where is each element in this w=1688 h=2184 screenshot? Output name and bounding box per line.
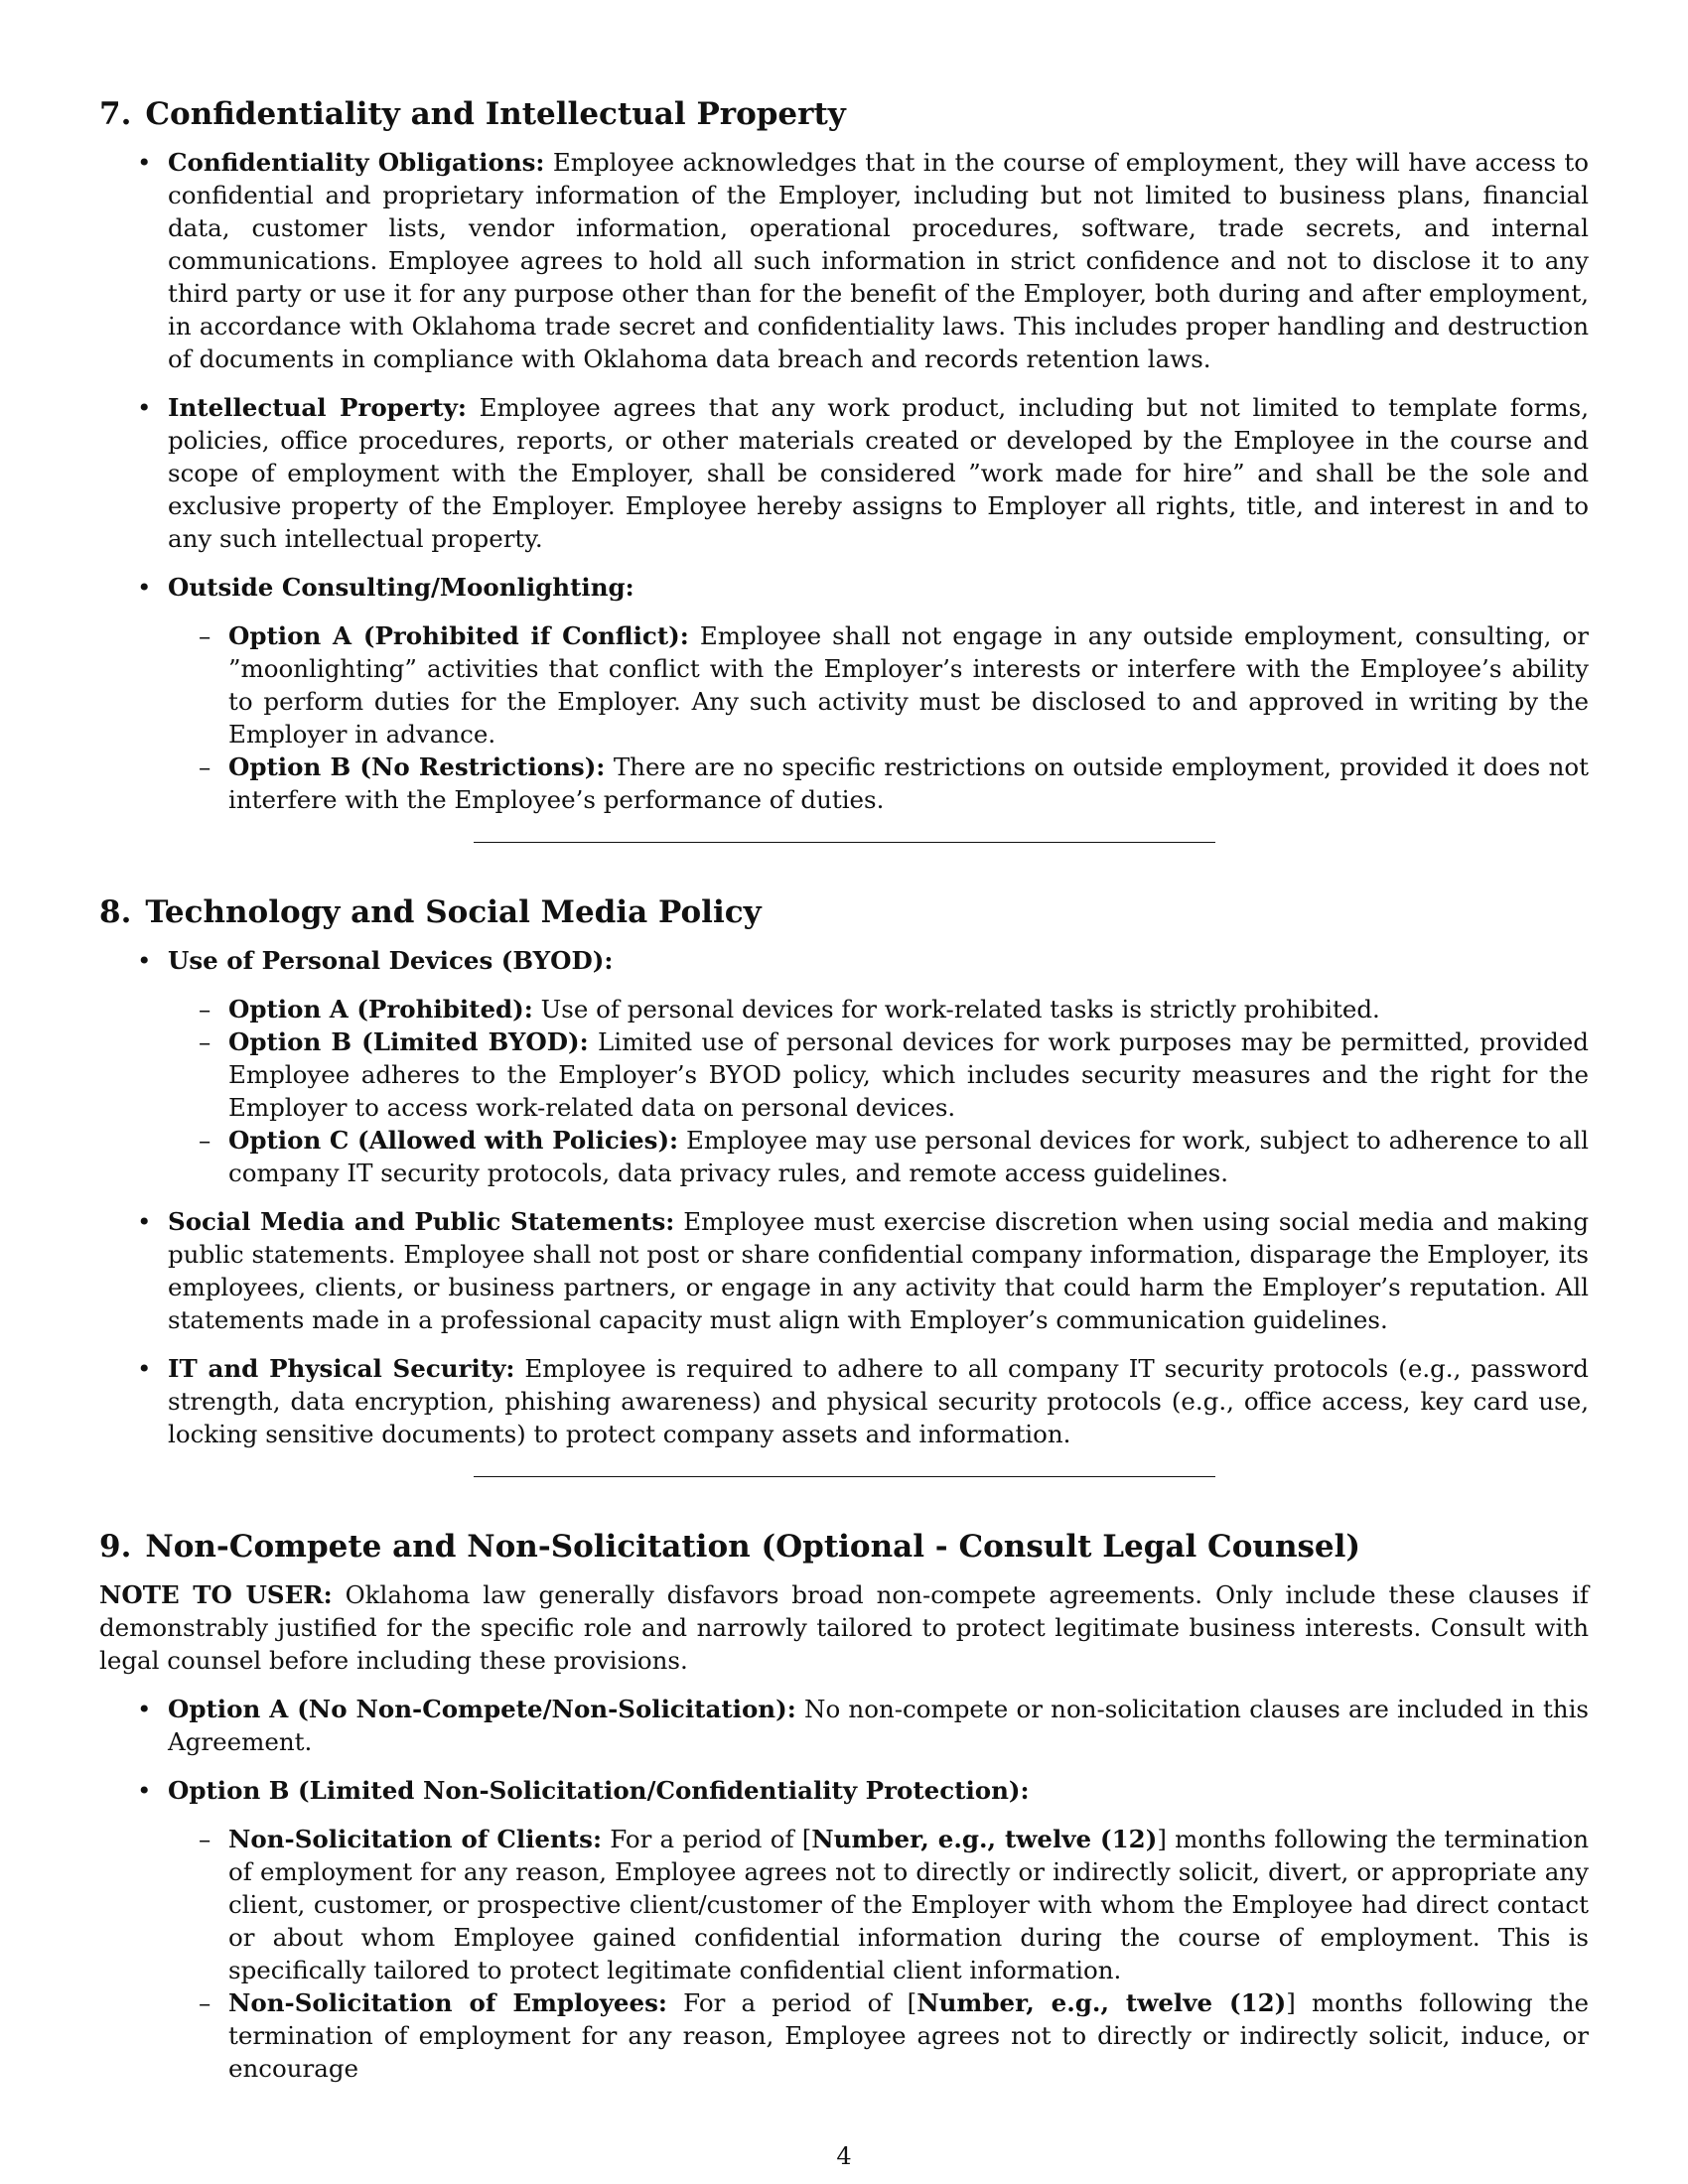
item-label: Use of Personal Devices (BYOD): (168, 946, 614, 975)
list-item (99, 1774, 1589, 2085)
section-heading (99, 94, 1589, 134)
option-label: Option B (Limited BYOD): (228, 1027, 589, 1056)
document-page (99, 94, 1589, 2101)
option-text: Employee shall not engage in any outside employment, consulting, or ”moonlighting” activities that conflict with the Employer’s interests or interfere with the Employee’s ability to perform duties for the Employer. Any such activity must be disclosed to and approved in writing by the Employer in advance. (228, 621, 1589, 749)
section-number: 8. (99, 894, 132, 930)
list-item (99, 391, 1589, 555)
option-label: Option B (No Restrictions): (228, 752, 606, 781)
item-text: Employee is required to adhere to all company IT security protocols (e.g., password strength, data encryption, phishing awareness) and physical security protocols (e.g., office access, key card use, locking sensitive documents) to protect company assets and information. (168, 1354, 1589, 1448)
note-label: NOTE TO USER: (99, 1580, 333, 1609)
section-title: Technology and Social Media Policy (145, 894, 762, 930)
section-heading (99, 1527, 1589, 1567)
option-item (168, 1823, 1589, 1986)
list-item (99, 944, 1589, 1189)
item-label: Option A (No Non-Compete/Non-Solicitation): (168, 1695, 796, 1723)
option-text: Use of personal devices for work-related tasks is strictly prohibited. (540, 995, 1380, 1024)
item-text: No non-compete or non-solicitation clauses are included in this Agreement. (168, 1695, 1589, 1756)
item-label: Option B (Limited Non-Solicitation/Confidentiality Protection): (168, 1776, 1030, 1805)
list-item (99, 1352, 1589, 1450)
item-text: Employee must exercise discretion when using social media and making public statements. Employee shall not post or share confidential company information, disparage the Employer, its employees, clients, or business partners, or engage in any activity that could harm the Employer’s reputation. All statements made in a professional capacity must align with Employer’s communication guidelines. (168, 1207, 1589, 1334)
section-title: Confidentiality and Intellectual Property (145, 96, 846, 132)
option-label: Non-Solicitation of Clients: (228, 1825, 602, 1853)
option-label: Option A (Prohibited if Conflict): (228, 621, 689, 650)
option-item (168, 1025, 1589, 1124)
item-label: Social Media and Public Statements: (168, 1207, 675, 1236)
option-label: Option A (Prohibited): (228, 995, 533, 1024)
placeholder-field: Number, e.g., twelve (12) (916, 1988, 1287, 2017)
option-text: Limited use of personal devices for work purposes may be permitted, provided Employee adheres to the Employer’s BYOD policy, which includes security measures and the right for the Employer to access work-related data on personal devices. (228, 1027, 1589, 1122)
option-item (168, 1986, 1589, 2085)
section-number: 7. (99, 96, 132, 132)
list-item (99, 1693, 1589, 1758)
option-text: ] months following the termination of employment for any reason, Employee agrees not to directly or indirectly solicit, divert, or appropriate any client, customer, or prospective client/customer of the Employer with whom the Employee had direct contact or about whom Employee gained confidential information during the course of employment. This is specifically tailored to protect legitimate confidential client information. (228, 1825, 1589, 1984)
option-list (168, 1823, 1589, 2085)
option-text-pre: For a period of [ (683, 1988, 917, 2017)
option-text: ] months following the termination of employment for any reason, Employee agrees not to directly or indirectly solicit, induce, or encourage (228, 1988, 1589, 2083)
bullet-list (99, 1693, 1589, 2085)
bullet-list (99, 944, 1589, 1450)
option-item (168, 1124, 1589, 1189)
option-label: Non-Solicitation of Employees: (228, 1988, 667, 2017)
item-text: Employee agrees that any work product, including but not limited to template forms, policies, office procedures, reports, or other materials created or developed by the Employee in the course and scope of employment with the Employer, shall be considered ”work made for hire” and shall be the sole and exclusive property of the Employer. Employee hereby assigns to Employer all rights, title, and interest in and to any such intellectual property. (168, 393, 1589, 553)
section-number: 9. (99, 1529, 132, 1565)
item-label: IT and Physical Security: (168, 1354, 515, 1383)
page-number: 4 (836, 2142, 852, 2170)
option-text: There are no specific restrictions on outside employment, provided it does not interfere with the Employee’s performance of duties. (228, 752, 1589, 814)
note-text: Oklahoma law generally disfavors broad non-compete agreements. Only include these clauses if demonstrably justified for the specific role and narrowly tailored to protect legitimate business interests. Consult with legal counsel before including these provisions. (99, 1580, 1589, 1675)
option-item (168, 751, 1589, 816)
item-label: Outside Consulting/Moonlighting: (168, 573, 634, 602)
option-list (168, 993, 1589, 1189)
list-item (99, 146, 1589, 375)
list-item (99, 571, 1589, 816)
section-divider (474, 842, 1215, 843)
section-divider (474, 1476, 1215, 1477)
option-list (168, 619, 1589, 816)
placeholder-field: Number, e.g., twelve (12) (811, 1825, 1158, 1853)
option-item (168, 993, 1589, 1025)
option-label: Option C (Allowed with Policies): (228, 1126, 679, 1155)
item-label: Confidentiality Obligations: (168, 148, 545, 177)
note-to-user (99, 1578, 1589, 1677)
option-item (168, 619, 1589, 751)
item-text: Employee acknowledges that in the course of employment, they will have access to confidential and proprietary information of the Employer, including but not limited to business plans, financial data, customer lists, vendor information, operational procedures, software, trade secrets, and internal communications. Employee agrees to hold all such information in strict confidence and not to disclose it to any third party or use it for any purpose other than for the benefit of the Employer, both during and after employment, in accordance with Oklahoma trade secret and confidentiality laws. This includes proper handling and destruction of documents in compliance with Oklahoma data breach and records retention laws. (168, 148, 1589, 373)
option-text-pre: For a period of [ (610, 1825, 812, 1853)
option-text: Employee may use personal devices for work, subject to adherence to all company IT security protocols, data privacy rules, and remote access guidelines. (228, 1126, 1589, 1187)
section-title: Non-Compete and Non-Solicitation (Optional - Consult Legal Counsel) (145, 1529, 1361, 1565)
bullet-list (99, 146, 1589, 816)
section-heading (99, 892, 1589, 932)
item-label: Intellectual Property: (168, 393, 467, 422)
list-item (99, 1205, 1589, 1336)
